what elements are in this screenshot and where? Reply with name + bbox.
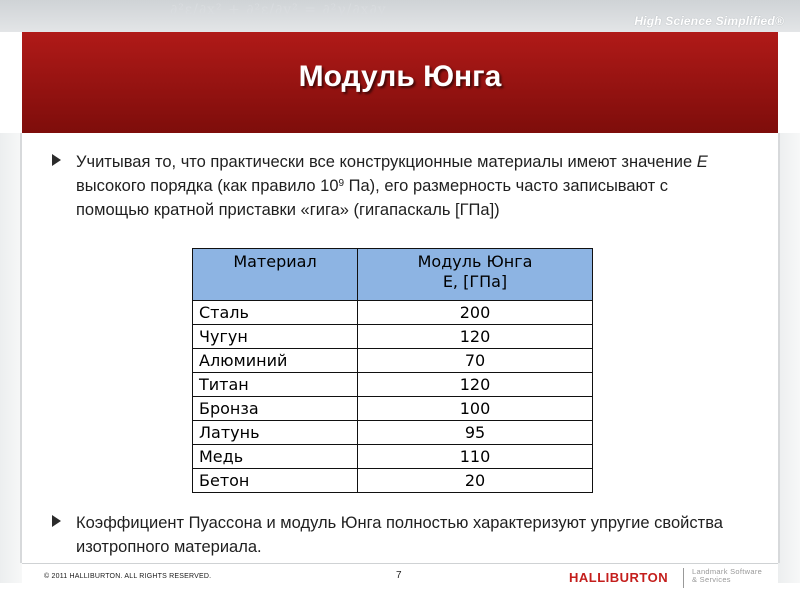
right-border xyxy=(778,133,800,583)
copyright: © 2011 HALLIBURTON. ALL RIGHTS RESERVED. xyxy=(44,573,212,580)
top-band xyxy=(0,0,800,32)
bullet-young-modulus-units xyxy=(52,150,732,222)
table-row: Бетон 20 xyxy=(193,469,593,493)
table-row: Бронза 100 xyxy=(193,397,593,421)
table-row: Алюминий 70 xyxy=(193,349,593,373)
table-row: Чугун 120 xyxy=(193,325,593,349)
table-header-row xyxy=(193,249,593,301)
header-material: Материал xyxy=(193,249,358,301)
header-modulus: Модуль Юнга E, [ГПа] xyxy=(358,249,593,301)
background-formula: ∂²ε/∂x² + ∂²ε/∂y² = ∂²γ/∂x∂y xyxy=(170,2,387,18)
logo-separator xyxy=(683,568,684,588)
triangle-bullet-icon xyxy=(52,515,61,527)
table-row: Латунь 95 xyxy=(193,421,593,445)
division-name: Landmark Software & Services xyxy=(692,567,763,584)
footer-divider xyxy=(22,563,778,564)
bullet-text: Учитывая то, что практически все конструкционные материалы имеют значение E высокого порядка (как правило $10^9$ Па), его размерность часто записывают с помощью кратной приставки «гига» (гигапаскаль [ГПа]) xyxy=(76,153,708,219)
bullet-poisson xyxy=(52,511,732,559)
table-row: Медь 110 xyxy=(193,445,593,469)
slide-title: Модуль Юнга xyxy=(298,60,502,93)
young-modulus-table xyxy=(192,248,593,493)
title-bar xyxy=(22,32,778,133)
left-border xyxy=(0,133,22,583)
table-row: Сталь 200 xyxy=(193,301,593,325)
tagline: High Science Simplified® xyxy=(634,14,784,28)
bullet-text: Коэффициент Пуассона и модуль Юнга полностью характеризуют упругие свойства изотропного материала. xyxy=(76,514,723,556)
triangle-bullet-icon xyxy=(52,154,61,166)
halliburton-logo: HALLIBURTON xyxy=(569,570,669,585)
table-row: Титан 120 xyxy=(193,373,593,397)
page-number: 7 xyxy=(396,570,402,581)
